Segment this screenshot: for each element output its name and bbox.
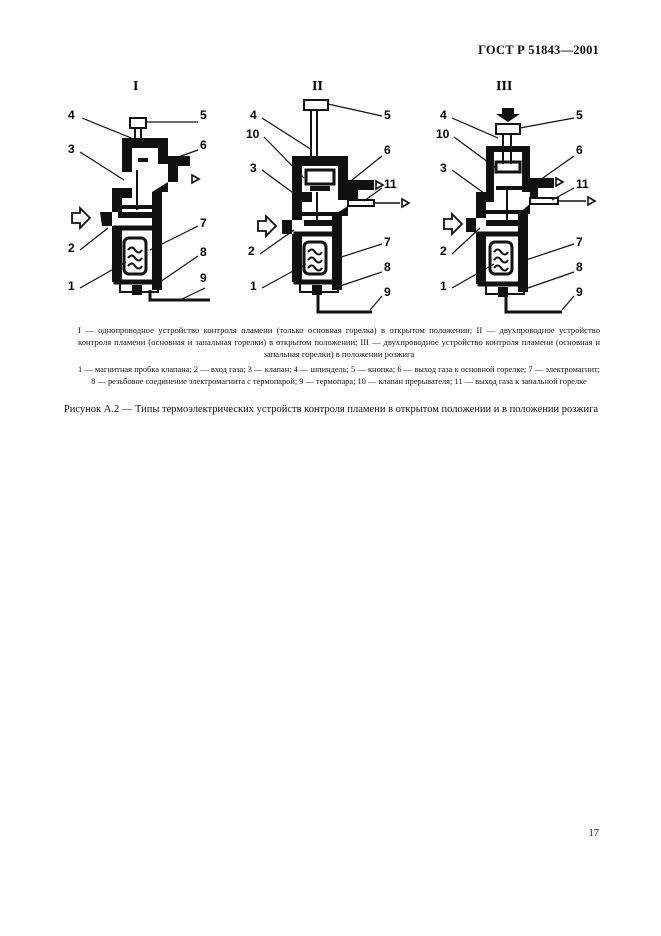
svg-text:8: 8 xyxy=(384,260,391,274)
svg-text:5: 5 xyxy=(384,108,391,122)
svg-text:5: 5 xyxy=(576,108,583,122)
device-panel-3 xyxy=(444,108,595,312)
svg-text:10: 10 xyxy=(436,127,450,141)
panel-label-2: II xyxy=(312,79,323,94)
figure-legend-types: I — однопроводное устройство контроля пламени (только основная горелка) в открытом положении; II — двухпроводное устройство контроля пламени (основная и запальная горелки) в открытом положении; III — двухпроводное устройство контроля пламени (основная и запальная горелки) в положении розжига xyxy=(78,325,600,359)
svg-text:7: 7 xyxy=(576,235,583,249)
svg-text:3: 3 xyxy=(440,161,447,175)
svg-text:9: 9 xyxy=(576,285,583,299)
device-panel-1 xyxy=(72,118,210,300)
panel-label-3: III xyxy=(496,79,513,94)
svg-text:11: 11 xyxy=(384,177,397,191)
svg-text:4: 4 xyxy=(440,108,447,122)
standard-code: ГОСТ Р 51843—2001 xyxy=(478,43,599,57)
device-panel-2 xyxy=(258,100,409,312)
svg-text:8: 8 xyxy=(200,245,207,259)
svg-text:2: 2 xyxy=(68,241,75,255)
svg-text:11: 11 xyxy=(576,177,589,191)
svg-text:4: 4 xyxy=(250,108,257,122)
svg-text:9: 9 xyxy=(200,271,207,285)
svg-text:1: 1 xyxy=(250,279,257,293)
svg-text:6: 6 xyxy=(576,143,583,157)
svg-text:1: 1 xyxy=(68,279,75,293)
svg-text:8: 8 xyxy=(576,260,583,274)
labels-panel-3 xyxy=(436,108,589,310)
figure-legend-parts: 1 — магнитная пробка клапана; 2 — вход газа; 3 — клапан; 4 — шпиндель; 5 — кнопка; 6 — выход газа к основной горелке; 7 — электромагнит; 8 — резьбовое соединение электромагнита с термопарой; 9 — термопара; 10 — клапан прерывателя; 11 — выход газа к запальной горелке xyxy=(78,365,600,386)
figure-caption: Рисунок А.2 — Типы термоэлектрических устройств контроля пламени в открытом положении и в положении розжига xyxy=(63,404,599,415)
svg-text:1: 1 xyxy=(440,279,447,293)
svg-text:3: 3 xyxy=(250,161,257,175)
svg-text:7: 7 xyxy=(200,216,207,230)
svg-text:4: 4 xyxy=(68,108,75,122)
svg-text:2: 2 xyxy=(248,244,255,258)
svg-text:2: 2 xyxy=(440,244,447,258)
svg-text:3: 3 xyxy=(68,142,75,156)
page-number: 17 xyxy=(588,828,599,839)
svg-text:10: 10 xyxy=(246,127,260,141)
svg-text:9: 9 xyxy=(384,285,391,299)
svg-text:6: 6 xyxy=(384,143,391,157)
flame-control-devices-figure xyxy=(0,0,661,320)
svg-text:5: 5 xyxy=(200,108,207,122)
svg-text:7: 7 xyxy=(384,235,391,249)
svg-text:6: 6 xyxy=(200,138,207,152)
panel-label-1: I xyxy=(133,79,139,94)
